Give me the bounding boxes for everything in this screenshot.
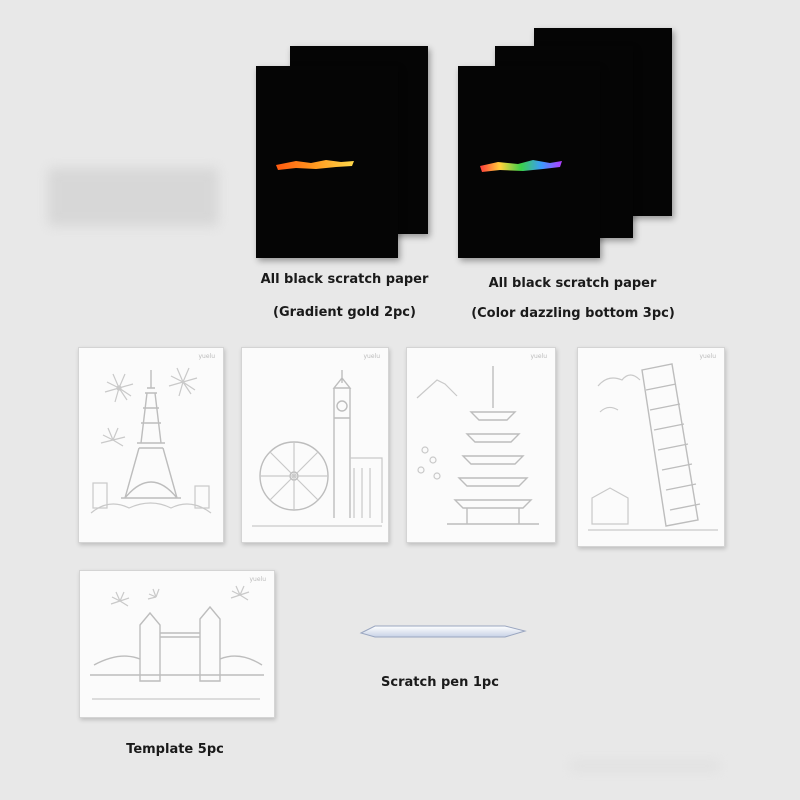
color-paper-caption-line1: All black scratch paper [488, 276, 657, 291]
template-leaning-tower [577, 347, 725, 547]
template-brand: yuelu [363, 353, 380, 360]
scratch-pen [355, 620, 530, 644]
background-blur-mark [570, 762, 720, 770]
gold-paper-caption-line2: (Gradient gold 2pc) [273, 305, 416, 320]
template-tower-bridge [79, 570, 275, 718]
gold-scratch-streak [256, 66, 398, 258]
color-paper-caption-line2: (Color dazzling bottom 3pc) [471, 306, 675, 321]
template-caption: Template 5pc [126, 742, 224, 757]
template-brand: yuelu [198, 353, 215, 360]
template-big-ben [241, 347, 389, 543]
template-brand: yuelu [699, 353, 716, 360]
black-scratch-paper-front [458, 66, 600, 258]
background-blur-mark [48, 168, 218, 226]
rainbow-scratch-streak [458, 66, 600, 258]
template-brand: yuelu [530, 353, 547, 360]
gold-paper-caption-line1: All black scratch paper [260, 272, 429, 287]
template-brand: yuelu [249, 576, 266, 583]
pen-caption: Scratch pen 1pc [381, 675, 499, 690]
black-scratch-paper-front [256, 66, 398, 258]
template-eiffel-tower [78, 347, 224, 543]
template-pagoda [406, 347, 556, 543]
